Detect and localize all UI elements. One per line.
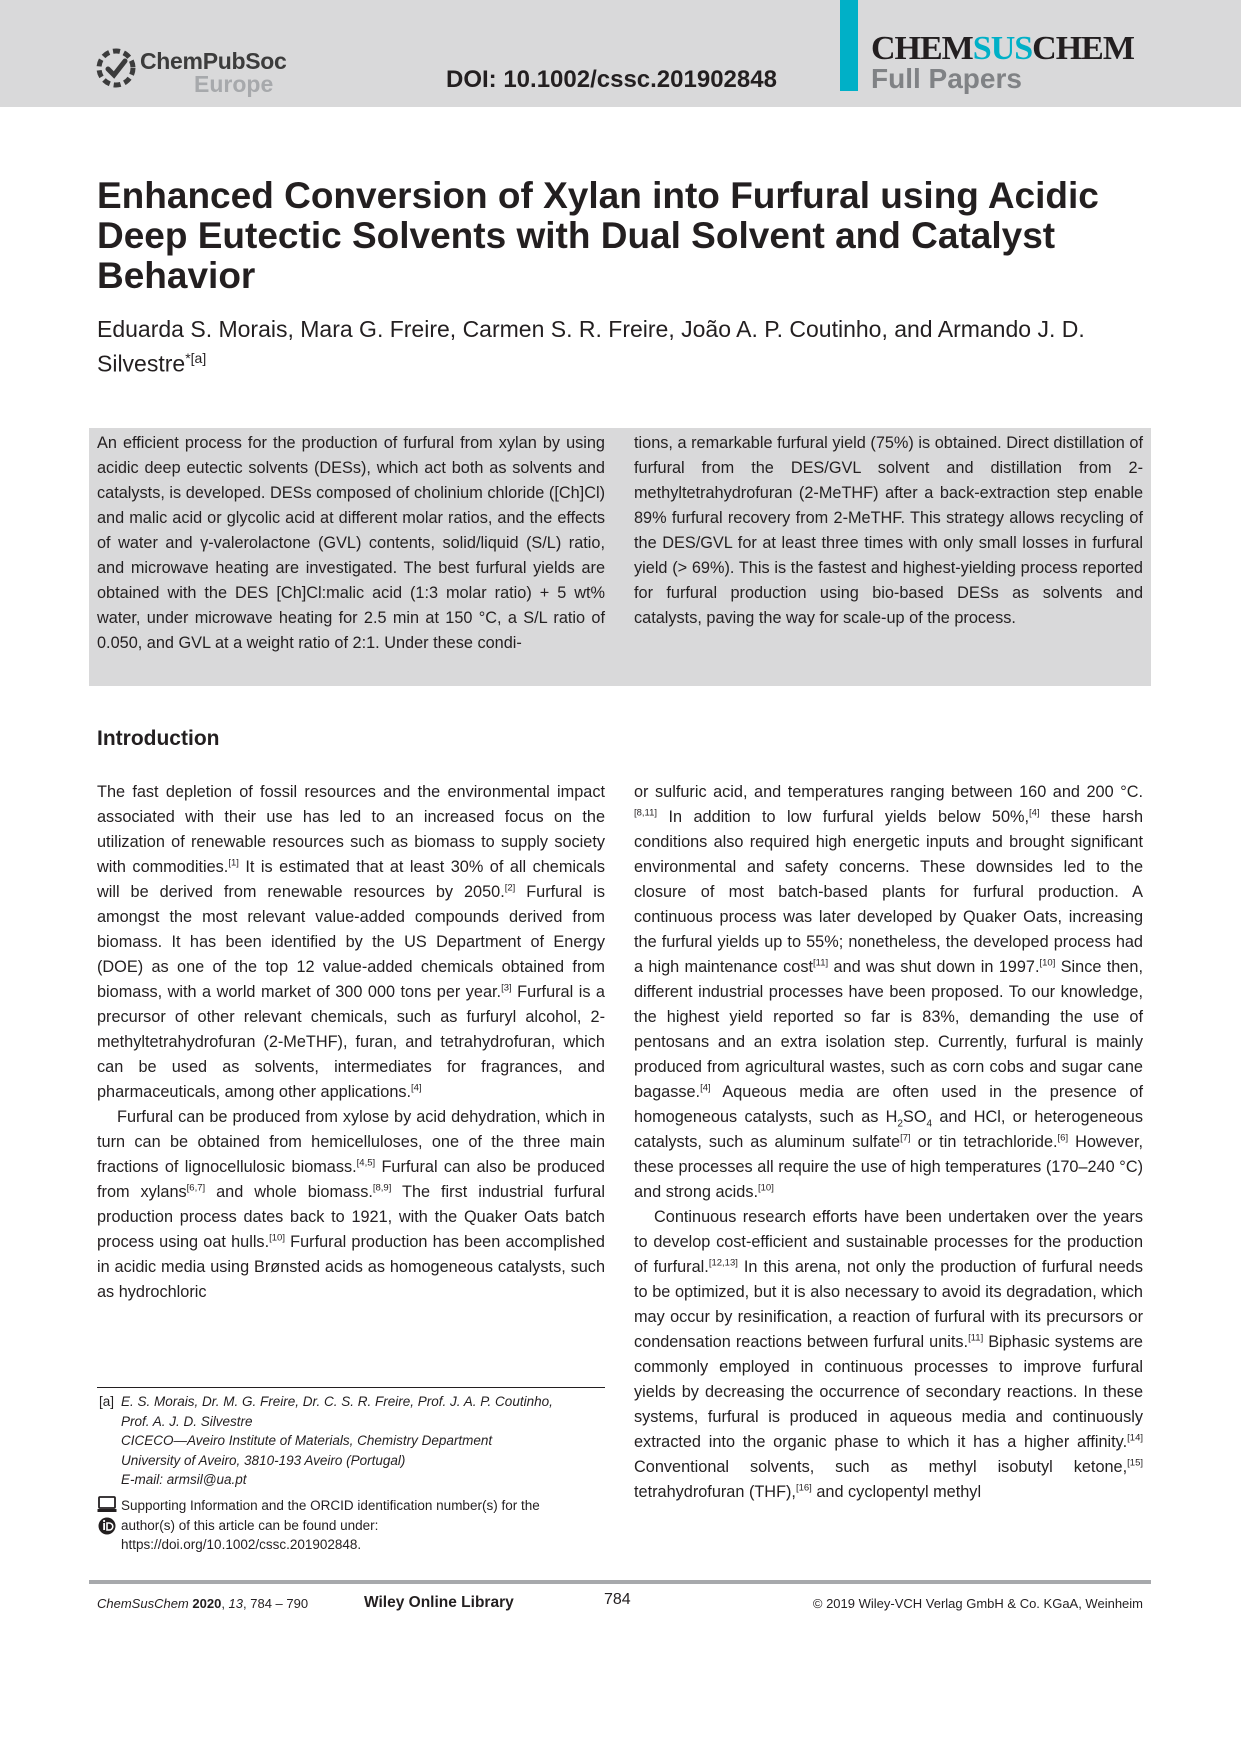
text-run: Since then, different industrial processes have been proposed. To our knowledge, the highest yield reported so far is 83%, demanding the use of pentosans and an extra isolation step. Currently, furfural is mainly produced from agricultural wastes, such as corn cobs and sugar cane bagasse. bbox=[634, 958, 1143, 1101]
text-run: these harsh conditions also required high energetic inputs and brought significant environmental and safety concerns. These downsides led to the closure of most batch-based plants for furfural production. A continuous process was later developed by Quaker Oats, increasing the furfural yields up to 55%; nonetheless, the developed process had a high maintenance cost bbox=[634, 808, 1143, 976]
text-run: Aqueous media are often used in the presence of homogeneous catalysts, such as H bbox=[634, 1083, 1143, 1126]
text-run: The first industrial furfural production process dates back to 1921, with the Quaker Oats batch process using oat hulls. bbox=[97, 1183, 605, 1251]
paragraph-4 bbox=[634, 1205, 1143, 1505]
footer-volume: 13 bbox=[228, 1596, 244, 1611]
citation[interactable]: [4,5] bbox=[356, 1157, 376, 1169]
citation[interactable]: [2] bbox=[504, 882, 516, 894]
si-line: author(s) of this article can be found under: bbox=[121, 1517, 379, 1533]
footer-pages: 784 – 790 bbox=[250, 1596, 309, 1611]
doi-link[interactable]: DOI: 10.1002/cssc.201902848 bbox=[446, 66, 777, 93]
text-run: and was shut down in 1997. bbox=[828, 958, 1040, 976]
citation[interactable]: [4] bbox=[411, 1082, 422, 1094]
citation[interactable]: [14] bbox=[1127, 1432, 1143, 1444]
citation[interactable]: [11] bbox=[968, 1332, 984, 1344]
text-run: tetrahydrofuran (THF), bbox=[634, 1483, 796, 1501]
journal-name-suffix: CHEM bbox=[1032, 30, 1134, 67]
body-right-column bbox=[634, 780, 1143, 1505]
footnote-line: E. S. Morais, Dr. M. G. Freire, Dr. C. S. R. Freire, Prof. J. A. P. Coutinho, bbox=[121, 1394, 553, 1409]
supporting-info-icons bbox=[97, 1496, 117, 1540]
text-run: Continuous research efforts have been undertaken over the years to develop cost-efficient and sustainable processes for the production of furfural. bbox=[634, 1208, 1143, 1276]
journal-name-mid: SUS bbox=[972, 30, 1033, 67]
abstract-right-column: tions, a remarkable furfural yield (75%) is obtained. Direct distillation of furfural from the DES/GVL solvent and distillation from 2-methyltetrahydrofuran (2-MeTHF) after a back-extraction step enable 89% furfural recovery from 2-MeTHF. This strategy allows recycling of the DES/GVL for at least three times with only small losses in furfural yield (> 69%). This is the fastest and highest-yielding process reported for furfural production using bio-based DESs as solvents and catalysts, paving the way for scale-up of the process. bbox=[634, 434, 1143, 627]
footer-year: 2020 bbox=[192, 1596, 222, 1611]
corresponding-author-mark[interactable]: *[a] bbox=[185, 350, 207, 366]
text-run: Furfural is a precursor of other relevant chemicals, such as furfuryl alcohol, 2-methyltetrahydrofuran (2-MeTHF), furan, and tetrahydrofuran, which can be used as solvents, intermediates for fragrances, and pharmaceuticals, among other applications. bbox=[97, 983, 605, 1101]
text-run: SO bbox=[902, 1108, 927, 1126]
publisher-name: ChemPubSoc bbox=[140, 48, 287, 74]
text-run: Furfural can be produced from xylose by acid dehydration, which in turn can be obtained from hemicelluloses, one of the three main fractions of lignocellulosic biomass. bbox=[97, 1108, 605, 1176]
subscript: 4 bbox=[926, 1118, 933, 1130]
footer-journal: ChemSusChem bbox=[97, 1596, 189, 1611]
citation[interactable]: [16] bbox=[795, 1482, 812, 1494]
footer-rule bbox=[89, 1580, 1151, 1584]
text-run: The fast depletion of fossil resources and the environmental impact associated with their use has led to an increased focus on the utilization of renewable resources such as biomass to supply society with commodities. bbox=[97, 783, 605, 876]
citation[interactable]: [8,9] bbox=[372, 1182, 392, 1194]
text-run: In this arena, not only the production of furfural needs to be optimized, but it is also necessary to avoid its degradation, which may occur by resinification, a reaction of furfural with its precursors or condensation reactions between furfural units. bbox=[634, 1258, 1143, 1351]
citation[interactable]: [1] bbox=[228, 857, 239, 869]
text-run: and whole biomass. bbox=[205, 1183, 373, 1201]
si-line: Supporting Information and the ORCID identification number(s) for the bbox=[121, 1498, 540, 1513]
authors-text: Eduarda S. Morais, Mara G. Freire, Carmen S. R. Freire, João A. P. Coutinho, and Armando J. D. Silvestre bbox=[97, 316, 1085, 377]
author-email[interactable]: E-mail: armsil@ua.pt bbox=[121, 1472, 247, 1488]
introduction-heading: Introduction bbox=[97, 727, 220, 750]
supporting-info-note bbox=[121, 1496, 540, 1555]
footnote-line: CICECO—Aveiro Institute of Materials, Chemistry Department bbox=[121, 1433, 493, 1449]
author-list bbox=[97, 315, 1147, 379]
text-run: and cyclopentyl methyl bbox=[811, 1483, 982, 1501]
footnote-line: Prof. A. J. D. Silvestre bbox=[121, 1413, 253, 1429]
subscript: 2 bbox=[897, 1118, 903, 1130]
text-run: Furfural production has been accomplished in acidic media using Brønsted acids as homogeneous catalysts, such as hydrochloric bbox=[97, 1233, 605, 1301]
wiley-online-library-link[interactable]: Wiley Online Library bbox=[364, 1594, 514, 1611]
citation[interactable]: [8,11] bbox=[634, 807, 658, 819]
section-type: Full Papers bbox=[871, 63, 1022, 94]
citation[interactable]: [12,13] bbox=[708, 1257, 738, 1269]
text-run: It is estimated that at least 30% of all chemicals will be derived from renewable resources by 2050. bbox=[97, 858, 605, 901]
text-run: Furfural can also be produced from xylans bbox=[97, 1158, 605, 1201]
text-run: Biphasic systems are commonly employed in continuous processes to improve furfural yields by decreasing the occurrence of secondary reactions. In these systems, furfural is produced in aqueous media and continuously extracted into the organic phase to which it has a higher affinity. bbox=[634, 1333, 1143, 1451]
text-run: Conventional solvents, such as methyl isobutyl ketone, bbox=[634, 1458, 1128, 1476]
text-run: and HCl, or heterogeneous catalysts, such as aluminum sulfate bbox=[634, 1108, 1143, 1151]
page-number: 784 bbox=[604, 1591, 631, 1608]
citation[interactable]: [6,7] bbox=[186, 1182, 206, 1194]
footnote-divider bbox=[97, 1387, 605, 1388]
copyright-notice: © 2019 Wiley-VCH Verlag GmbH & Co. KGaA, Weinheim bbox=[812, 1596, 1143, 1611]
publisher-logo[interactable] bbox=[96, 46, 306, 97]
citation[interactable]: [4] bbox=[700, 1082, 711, 1094]
abstract-left-column: An efficient process for the production of furfural from xylan by using acidic deep eutectic solvents (DESs), which act both as solvents and catalysts, is developed. DESs composed of cholinium chloride ([Ch]Cl) and malic acid or glycolic acid at different molar ratios, and the effects of water and γ-valerolactone (GVL) contents, solid/liquid (S/L) ratio, and microwave heating are investigated. The best furfural yields are obtained with the DES [Ch]Cl:malic acid (1:3 molar ratio) + 5 wt% water, under microwave heating for 2.5 min at 150 °C, a S/L ratio of 0.050, and GVL at a weight ratio of 2:1. Under these condi- bbox=[97, 434, 605, 652]
citation[interactable]: [10] bbox=[758, 1182, 774, 1194]
text-run: or tin tetrachloride. bbox=[910, 1133, 1058, 1151]
paragraph-3 bbox=[634, 780, 1143, 1205]
citation[interactable]: [6] bbox=[1057, 1132, 1069, 1144]
citation[interactable]: [15] bbox=[1127, 1457, 1143, 1469]
body-left-column bbox=[97, 780, 605, 1305]
paragraph-2 bbox=[97, 1105, 605, 1305]
journal-accent-bar bbox=[840, 0, 858, 91]
text-run: or sulfuric acid, and temperatures ranging between 160 and 200 °C. bbox=[634, 783, 1143, 801]
si-doi-link[interactable]: https://doi.org/10.1002/cssc.201902848. bbox=[121, 1537, 362, 1553]
chempubsoc-logo-icon bbox=[96, 48, 136, 88]
text-run: Furfural is amongst the most relevant value-added compounds derived from biomass. It has been identified by the US Department of Energy (DOE) as one of the top 12 value-added chemicals obtained from biomass, with a world market of 300 000 tons per year. bbox=[97, 883, 605, 1001]
monitor-icon bbox=[98, 1497, 117, 1512]
text-run: In addition to low furfural yields below 50%, bbox=[657, 808, 1030, 826]
footnote-label: [a] bbox=[99, 1394, 115, 1409]
journal-name-prefix: CHEM bbox=[871, 30, 973, 67]
citation[interactable]: [7] bbox=[900, 1132, 911, 1144]
citation[interactable]: [11] bbox=[812, 957, 829, 969]
orcid-icon bbox=[99, 1518, 116, 1535]
citation[interactable]: [3] bbox=[501, 982, 512, 994]
footer-citation: ChemSusChem 2020, 13, 784 – 790 bbox=[97, 1596, 309, 1611]
citation[interactable]: [10] bbox=[269, 1232, 285, 1244]
citation[interactable]: [4] bbox=[1029, 807, 1040, 819]
footnote-line: University of Aveiro, 3810-193 Aveiro (Portugal) bbox=[121, 1452, 406, 1468]
publisher-region: Europe bbox=[194, 71, 274, 97]
paragraph-1 bbox=[97, 780, 605, 1105]
article-title: Enhanced Conversion of Xylan into Furfural using Acidic Deep Eutectic Solvents with Dual Solvent and Catalyst Behavior bbox=[97, 175, 1099, 296]
citation[interactable]: [10] bbox=[1039, 957, 1056, 969]
text-run: However, these processes all require the use of high temperatures (170–240 °C) and strong acids. bbox=[634, 1133, 1143, 1201]
